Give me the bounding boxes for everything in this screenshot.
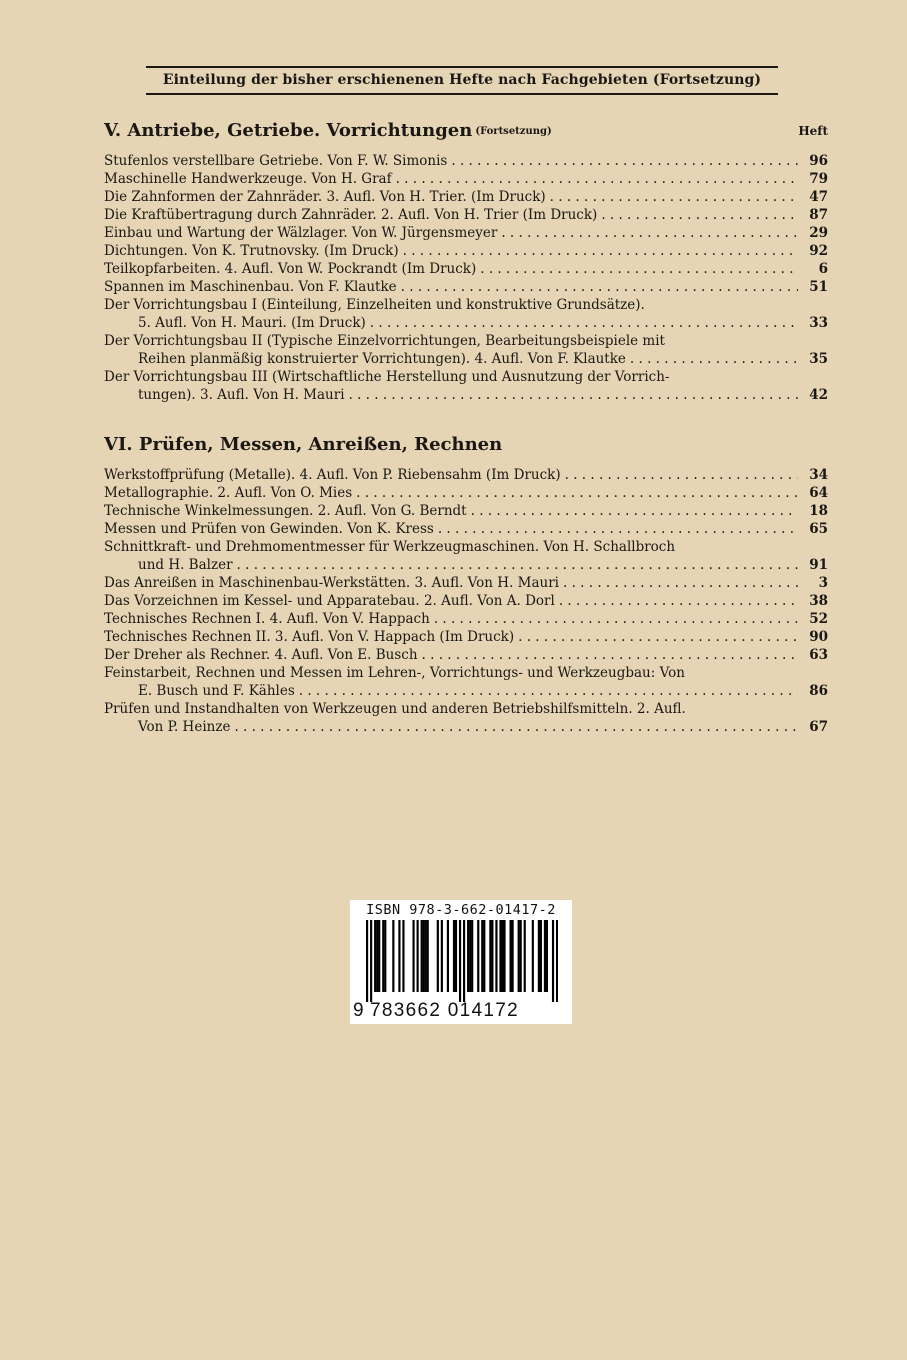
heft-number: 33: [809, 315, 828, 331]
entry-final-line: [104, 574, 828, 592]
entry-title-line: Feinstarbeit, Rechnen und Messen im Lehren-, Vorrichtungs- und Werkzeugbau: Von: [104, 665, 685, 681]
entry-title-line: Das Anreißen in Maschinenbau-Werkstätten. 3. Aufl. Von H. Mauri: [104, 575, 559, 591]
entry-final-line: [104, 502, 828, 520]
catalog-entry: [104, 610, 828, 628]
heft-number: 51: [809, 279, 828, 295]
ean-first-digit: 9: [353, 1000, 364, 1021]
heft-number: 47: [809, 189, 828, 205]
entry-title-line: Reihen planmäßig konstruierter Vorrichtungen). 4. Aufl. Von F. Klautke: [138, 351, 626, 367]
entry-title-line: Die Kraftübertragung durch Zahnräder. 2. Aufl. Von H. Trier (Im Druck): [104, 207, 598, 223]
catalog-entry: [104, 206, 828, 224]
catalog-entry: [104, 502, 828, 520]
barcode-bar: [366, 920, 368, 1002]
barcode-bar: [471, 920, 473, 992]
entry-final-line: [104, 682, 828, 700]
catalog-entry: [104, 224, 828, 242]
entry-final-line: [104, 350, 828, 368]
catalog-entry: [104, 332, 828, 368]
section-vi: [104, 434, 828, 736]
barcode-bar: [453, 920, 455, 992]
barcode-bar: [532, 920, 534, 992]
heft-column-label: Heft: [798, 124, 828, 138]
entry-final-line: [104, 278, 828, 296]
entry-title-line: und H. Balzer: [138, 557, 233, 573]
barcode-bar: [544, 920, 546, 992]
heft-number: 38: [809, 593, 828, 609]
dot-leader: [403, 242, 798, 260]
catalog-entry: [104, 628, 828, 646]
catalog-entry: [104, 242, 828, 260]
barcode-bar: [512, 920, 514, 992]
entry-final-line: [104, 520, 828, 538]
catalog-entry: [104, 260, 828, 278]
catalog-entry: [104, 278, 828, 296]
barcode-bar: [499, 920, 501, 992]
section-v: [104, 120, 828, 404]
barcode-bar: [378, 920, 380, 992]
entry-title-line: Technisches Rechnen I. 4. Aufl. Von V. Happach: [104, 611, 430, 627]
entry-final-line: [104, 466, 828, 484]
heft-number: 96: [809, 153, 828, 169]
catalog-entry: [104, 466, 828, 484]
dot-leader: [434, 610, 798, 628]
entry-title-line: E. Busch und F. Kähles: [138, 683, 295, 699]
entry-title-line: Spannen im Maschinenbau. Von F. Klautke: [104, 279, 397, 295]
barcode-bar: [417, 920, 419, 992]
section-v-title: [104, 120, 828, 146]
catalog-entry: [104, 538, 828, 574]
entry-final-line: [104, 170, 828, 188]
entry-final-line: [104, 718, 828, 736]
heft-number: 67: [809, 719, 828, 735]
entry-title-line: Technische Winkelmessungen. 2. Aufl. Von G. Berndt: [104, 503, 467, 519]
dot-leader: [451, 152, 798, 170]
heft-number: 92: [809, 243, 828, 259]
dot-leader: [299, 682, 798, 700]
heft-number: 52: [809, 611, 828, 627]
barcode-bar: [491, 920, 493, 992]
section-v-subtitle: (Fortsetzung): [475, 126, 552, 137]
catalog-entry: [104, 700, 828, 736]
barcode-bar: [540, 920, 542, 992]
entry-final-line: [104, 386, 828, 404]
isbn-barcode: [350, 900, 572, 1024]
barcode-bar: [489, 920, 491, 992]
catalog-entry: [104, 574, 828, 592]
barcode-bar: [384, 920, 386, 992]
entry-title-line: Der Vorrichtungsbau II (Typische Einzelvorrichtungen, Bearbeitungsbeispiele mit: [104, 333, 665, 349]
entry-title-line: Stufenlos verstellbare Getriebe. Von F. W. Simonis: [104, 153, 448, 169]
heft-number: 87: [809, 207, 828, 223]
barcode-bar: [441, 920, 443, 992]
dot-leader: [630, 350, 798, 368]
catalog-entry: [104, 484, 828, 502]
heft-number: 18: [809, 503, 828, 519]
barcode-bar: [455, 920, 457, 992]
entry-title-line: Die Zahnformen der Zahnräder. 3. Aufl. Von H. Trier. (Im Druck): [104, 189, 546, 205]
catalog-entry: [104, 646, 828, 664]
dot-leader: [422, 646, 798, 664]
heft-number: 64: [809, 485, 828, 501]
entry-title-line: Messen und Prüfen von Gewinden. Von K. Kress: [104, 521, 434, 537]
heft-number: 29: [809, 225, 828, 241]
entry-title-line: Teilkopfarbeiten. 4. Aufl. Von W. Pockrandt (Im Druck): [104, 261, 477, 277]
entry-final-line: [104, 556, 828, 574]
catalog-entry: [104, 368, 828, 404]
barcode-bar: [538, 920, 540, 992]
entry-title-line: Technisches Rechnen II. 3. Aufl. Von V. Happach (Im Druck): [104, 629, 515, 645]
barcode-bar: [469, 920, 471, 992]
entry-final-line: [104, 188, 828, 206]
entry-final-line: [104, 152, 828, 170]
heft-number: 86: [809, 683, 828, 699]
dot-leader: [550, 188, 798, 206]
entry-title-line: Schnittkraft- und Drehmomentmesser für Werkzeugmaschinen. Von H. Schallbroch: [104, 539, 676, 555]
barcode-bar: [412, 920, 414, 992]
entry-title-line: Der Vorrichtungsbau I (Einteilung, Einzelheiten und konstruktive Grundsätze).: [104, 297, 645, 313]
barcode-bar: [437, 920, 439, 992]
barcode-bar: [459, 920, 461, 1002]
section-vi-heading: VI. Prüfen, Messen, Anreißen, Rechnen: [104, 434, 503, 455]
isbn-label: ISBN 978-3-662-01417-2: [366, 902, 556, 918]
barcode-bar: [447, 920, 449, 992]
heft-number: 91: [809, 557, 828, 573]
catalog-entry: [104, 152, 828, 170]
barcode-bar: [392, 920, 394, 992]
dot-leader: [438, 520, 798, 538]
entry-title-line: Einbau und Wartung der Wälzlager. Von W. Jürgensmeyer: [104, 225, 498, 241]
entry-final-line: [104, 628, 828, 646]
entry-title-line: Der Dreher als Rechner. 4. Aufl. Von E. Busch: [104, 647, 418, 663]
dot-leader: [401, 278, 798, 296]
dot-leader: [563, 574, 798, 592]
barcode-bar: [509, 920, 511, 992]
heft-number: 34: [809, 467, 828, 483]
heft-number: 6: [818, 261, 828, 277]
barcode-bar: [421, 920, 423, 992]
entry-title-line: Werkstoffprüfung (Metalle). 4. Aufl. Von P. Riebensahm (Im Druck): [104, 467, 561, 483]
entry-final-line: [104, 484, 828, 502]
catalog-entry: [104, 520, 828, 538]
entry-final-line: [104, 242, 828, 260]
entry-title-line: Das Vorzeichnen im Kessel- und Apparatebau. 2. Aufl. Von A. Dorl: [104, 593, 555, 609]
dot-leader: [559, 592, 798, 610]
barcode-bar: [524, 920, 526, 992]
ean-remaining-digits: 783662 014172: [370, 1000, 519, 1021]
catalog-entry: [104, 170, 828, 188]
dot-leader: [480, 260, 798, 278]
catalog-entry: [104, 188, 828, 206]
dot-leader: [349, 386, 798, 404]
dot-leader: [370, 314, 798, 332]
barcode-bar: [501, 920, 503, 992]
section-vi-title: [104, 434, 828, 460]
dot-leader: [234, 718, 798, 736]
barcode-bar: [520, 920, 522, 992]
barcode-bar: [376, 920, 378, 992]
barcode-bar: [546, 920, 548, 992]
entry-title-line: Der Vorrichtungsbau III (Wirtschaftliche Herstellung und Ausnutzung der Vorrich-: [104, 369, 670, 385]
barcode-bar: [382, 920, 384, 992]
entry-title-line: Dichtungen. Von K. Trutnovsky. (Im Druck): [104, 243, 399, 259]
entry-title-line: tungen). 3. Aufl. Von H. Mauri: [138, 387, 345, 403]
entry-final-line: [104, 646, 828, 664]
section-v-entries: [104, 152, 828, 404]
barcode-bar: [477, 920, 479, 992]
dot-leader: [518, 628, 798, 646]
heft-number: 3: [818, 575, 828, 591]
barcode-bar: [467, 920, 469, 992]
catalog-entry: [104, 664, 828, 700]
heft-number: 90: [809, 629, 828, 645]
barcode-bar: [503, 920, 505, 992]
barcode-bar: [398, 920, 400, 992]
barcode-bars: [366, 920, 558, 1002]
barcode-bar: [556, 920, 558, 1002]
entry-title-line: 5. Aufl. Von H. Mauri. (Im Druck): [138, 315, 366, 331]
entry-title-line: Prüfen und Instandhalten von Werkzeugen und anderen Betriebshilfsmitteln. 2. Aufl.: [104, 701, 686, 717]
entry-title-line: Maschinelle Handwerkzeuge. Von H. Graf: [104, 171, 392, 187]
entry-final-line: [104, 260, 828, 278]
dot-leader: [565, 466, 798, 484]
barcode-bar: [370, 920, 372, 1002]
barcode-bar: [425, 920, 427, 992]
dot-leader: [601, 206, 798, 224]
barcode-bar: [423, 920, 425, 992]
heft-number: 65: [809, 521, 828, 537]
entry-final-line: [104, 592, 828, 610]
section-v-heading: V. Antriebe, Getriebe. Vorrichtungen: [104, 120, 473, 141]
entry-final-line: [104, 206, 828, 224]
dot-leader: [356, 484, 798, 502]
barcode-bar: [518, 920, 520, 992]
dot-leader: [396, 170, 798, 188]
barcode-bar: [481, 920, 483, 992]
heft-number: 42: [809, 387, 828, 403]
heft-number: 79: [809, 171, 828, 187]
barcode-bar: [495, 920, 497, 992]
dot-leader: [501, 224, 798, 242]
barcode-bar: [374, 920, 376, 992]
barcode-bar: [427, 920, 429, 992]
catalog-entry: [104, 592, 828, 610]
entry-final-line: [104, 610, 828, 628]
entry-final-line: [104, 224, 828, 242]
catalog-entry: [104, 296, 828, 332]
heft-number: 35: [809, 351, 828, 367]
dot-leader: [471, 502, 798, 520]
barcode-bar: [463, 920, 465, 1002]
barcode-bar: [483, 920, 485, 992]
barcode-bar: [402, 920, 404, 992]
page-header: Einteilung der bisher erschienenen Hefte nach Fachgebieten (Fortsetzung): [146, 66, 778, 95]
entry-title-line: Von P. Heinze: [138, 719, 231, 735]
section-vi-entries: [104, 466, 828, 736]
entry-title-line: Metallographie. 2. Aufl. Von O. Mies: [104, 485, 353, 501]
dot-leader: [237, 556, 798, 574]
entry-final-line: [104, 314, 828, 332]
barcode-bar: [552, 920, 554, 1002]
heft-number: 63: [809, 647, 828, 663]
